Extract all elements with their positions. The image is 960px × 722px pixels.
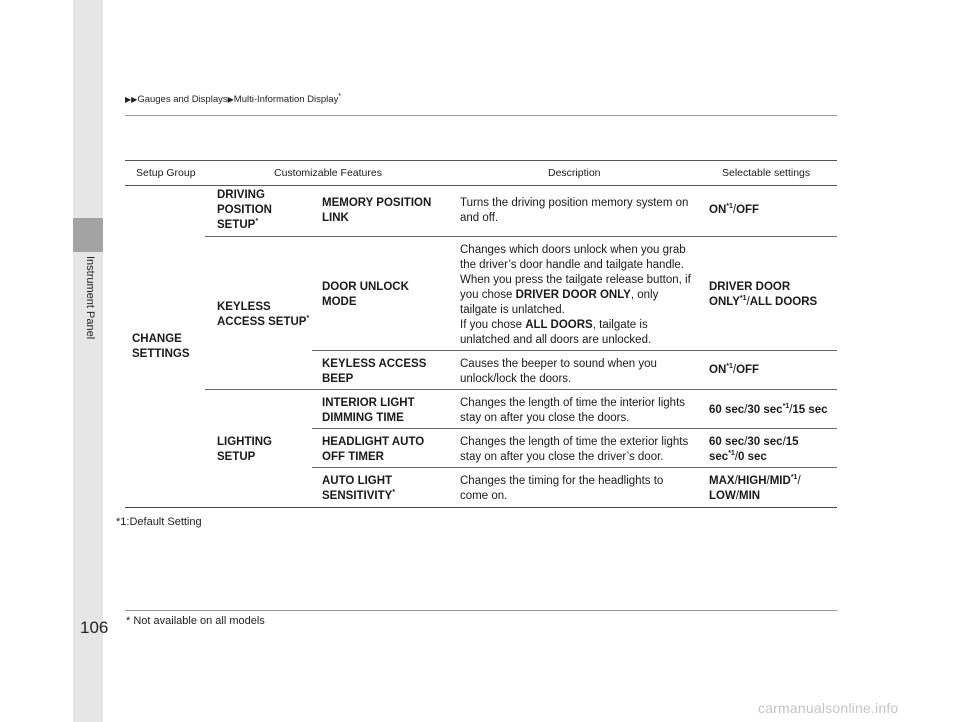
- description-memory-position-link: Turns the driving position memory system on and off.: [460, 197, 689, 224]
- settings-table: [125, 160, 837, 502]
- availability-mark: *: [338, 92, 342, 100]
- description-interior-light-dimming: Changes the length of time the interior lights stay on after you close the doors.: [460, 397, 686, 424]
- header-selectable-settings: Selectable settings: [722, 167, 811, 179]
- header-description: Description: [548, 167, 601, 179]
- header-setup-group: Setup Group: [136, 167, 196, 179]
- default-setting-footnote: *1:Default Setting: [116, 516, 202, 528]
- breadcrumb: [125, 94, 341, 105]
- breadcrumb-item-gauges[interactable]: Gauges and Displays: [137, 94, 228, 105]
- header-rule: [125, 115, 837, 116]
- description-keyless-access-beep: Causes the beeper to sound when you unlock/lock the doors.: [460, 358, 657, 385]
- description-door-unlock-mode: Changes which doors unlock when you grab the driver’s door handle and tailgate handle. When you press the tailgate release button, if you chose DRIVER DOOR ONLY, only tailgate is unlatched. If you chose ALL DOORS, tailgate is unlatched and all doors are unlocked.: [460, 244, 691, 346]
- table-bottom-rule: [125, 507, 837, 508]
- subgroup-lighting-setup: LIGHTING SETUP: [217, 436, 272, 463]
- settings-door-unlock-mode: DRIVER DOOR ONLY$^{*1}$/ALL DOORS: [709, 281, 818, 308]
- row-divider: [312, 428, 837, 429]
- row-divider: [205, 389, 837, 390]
- setup-group-change-settings: CHANGE SETTINGS: [132, 333, 190, 360]
- settings-memory-position-link: ON$^{*1}$/OFF: [709, 203, 760, 216]
- feature-interior-light-dimming: INTERIOR LIGHT DIMMING TIME: [322, 397, 415, 424]
- page-number: 106: [80, 618, 109, 637]
- row-divider: [312, 350, 837, 351]
- breadcrumb-arrow-icon: ▶: [227, 95, 234, 104]
- feature-headlight-auto-off: HEADLIGHT AUTO OFF TIMER: [322, 436, 425, 463]
- settings-interior-light-dimming: 60 sec/30 $\sec^{*1}/15$ sec: [709, 403, 828, 416]
- header-customizable-features: Customizable Features: [274, 167, 382, 179]
- breadcrumb-arrow-icon: ▶▶: [125, 95, 138, 104]
- feature-keyless-access-beep: KEYLESS ACCESS BEEP: [322, 358, 427, 385]
- feature-auto-light-sensitivity: AUTO LIGHT SENSITIVITY*: [322, 475, 396, 502]
- side-tab-marker: [73, 218, 103, 252]
- settings-keyless-access-beep: ON$^{*1}$/OFF: [709, 363, 760, 376]
- table-header-row: [125, 160, 837, 186]
- description-auto-light-sensitivity: Changes the timing for the headlights to come on.: [460, 475, 664, 502]
- settings-headlight-auto-off: 60 sec/30 sec/15 $\sec^{*1}/0$ sec: [709, 436, 799, 463]
- feature-memory-position-link: MEMORY POSITION LINK: [322, 197, 432, 224]
- description-headlight-auto-off: Changes the length of time the exterior lights stay on after you close the driver’s door.: [460, 436, 689, 463]
- availability-note: * Not available on all models: [126, 615, 265, 627]
- settings-auto-light-sensitivity: MAX/HIGH/MID$^{*1}$/ LOW/MIN: [709, 474, 801, 502]
- feature-door-unlock-mode: DOOR UNLOCK MODE: [322, 281, 409, 308]
- row-divider: [205, 236, 837, 237]
- footer-rule: [125, 610, 837, 611]
- subgroup-driving-position: DRIVING POSITION SETUP*: [217, 189, 272, 231]
- breadcrumb-item-mid[interactable]: Multi-Information Display: [233, 94, 339, 105]
- subgroup-keyless-access: KEYLESS ACCESS SETUP*: [217, 301, 310, 328]
- side-tab: [73, 0, 103, 722]
- side-section-label: Instrument Panel: [84, 256, 96, 340]
- watermark: carmanualsonline.info: [758, 700, 899, 716]
- row-divider: [312, 467, 837, 468]
